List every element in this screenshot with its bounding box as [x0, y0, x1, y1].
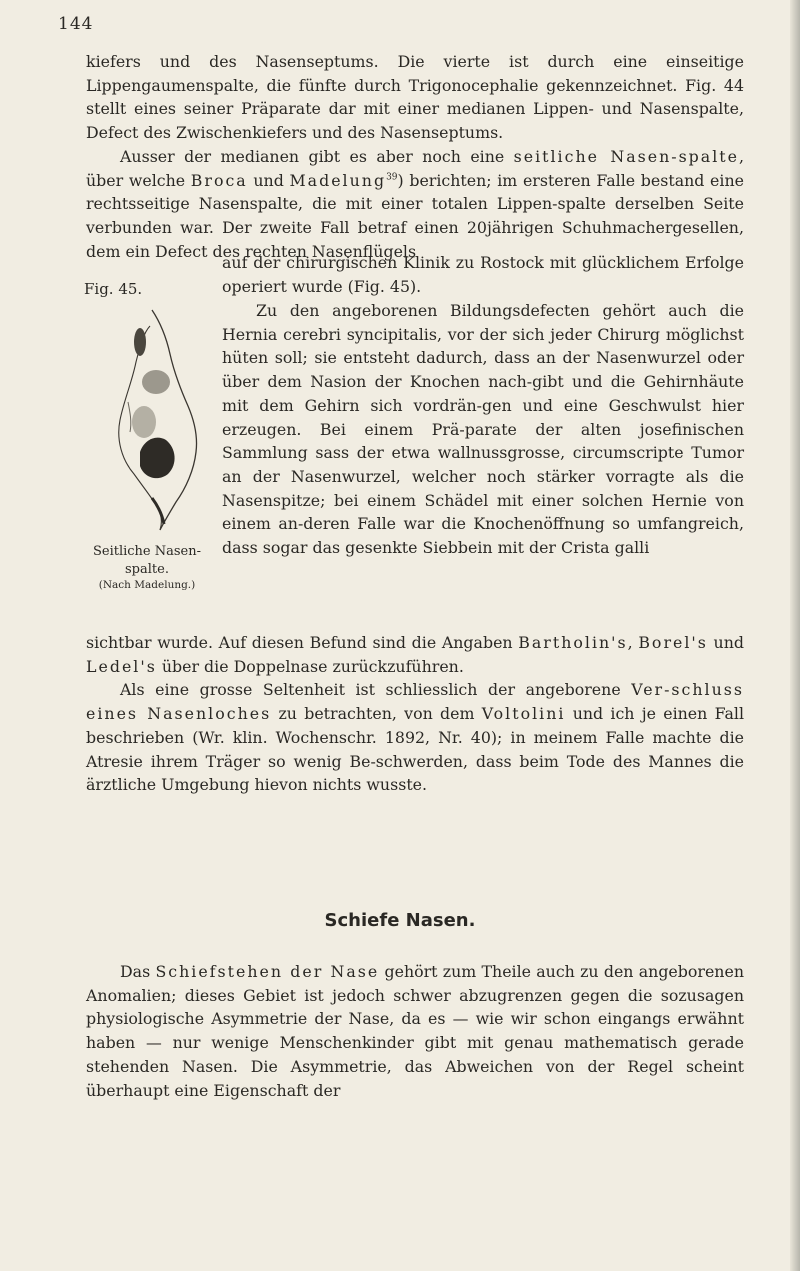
wrap-text-line1: auf der chirurgischen Klinik zu Rostock mit glücklichem Erfolge operiert wurde (Fig. 45).: [222, 253, 744, 296]
paragraph-3: Zu den angeborenen Bildungsdefecten gehört auch die Hernia cerebri syncipitalis, vor der sich jeder Chirurg möglichst hüten soll; sie entsteht dadurch, dass an der Nasenwurzel oder über dem Nasion der Knochen nach-gibt und die Gehirnhäute mit dem Gehirn sich vordrän-gen und eine Geschwulst hier erzeugen. Bei einem Prä-parate der alten josefinischen Sammlung sass der etwa wallnussgrosse, circumscripte Tumor an der Nasenwurzel, welcher noch stärker vorragte als die Nasenspitze; bei einem Schädel mit einer solchen Hernie von einem an-deren Falle war die Knochenöffnung so umfangreich, dass sogar das gesenkte Siebbein mit der Crista galli: [222, 301, 744, 558]
paragraph-1: kiefers und des Nasenseptums. Die vierte ist durch eine einseitige Lippengaumenspalte, die fünfte durch Trigonocephalie gekennzeichnet. Fig. 44 stellt eines seiner Präparate dar mit einer medianen Lippen- und Nasenspalte, Defect des Zwischenkiefers und des Nasenseptums.: [86, 52, 744, 143]
paragraph-top: [86, 50, 744, 263]
paragraph-2: Ausser der medianen gibt es aber noch eine seitliche Nasen-spalte, über welche Broca und Madelung$^{39}$) berichten; im ersteren Falle bestand eine rechtsseitige Nasenspalte, die mit einer totalen Lippen-spalte derselben Seite verbunden war. Der zweite Fall betraf einen 20jährigen Schuhmachergesellen, dem ein Defect des rechten Nasenflügels: [86, 146, 744, 261]
figure-label: Fig. 45.: [84, 280, 143, 298]
section-title: Schiefe Nasen.: [324, 910, 476, 931]
paragraph-4: Als eine grosse Seltenheit ist schliesslich der angeborene Ver-schluss eines Nasenloches zu betrachten, von dem Voltolini und ich je einen Fall beschrieben (Wr. klin. Wochenschr. 1892, Nr. 40); in meinem Falle machte die Atresie ihrem Träger so wenig Be-schwerden, dass beim Tode des Mannes die ärztliche Umgebung hievon nichts wusste.: [86, 680, 744, 795]
paragraph-after-wrap: sichtbar wurde. Auf diesen Befund sind die Angaben Bartholin's, Borel's und Ledel's über die Doppelnase zurückzuführen. Als eine grosse Seltenheit ist schliesslich der angeborene Ver-schluss eines Nasenloches zu betrachten, von dem Voltolini und ich je einen Fall beschrieben (Wr. klin. Wochenschr. 1892, Nr. 40); in meinem Falle machte die Atresie ihrem Träger so wenig Be-schwerden, dass beim Tode des Mannes die ärztliche Umgebung hievon nichts wusste.: [86, 631, 744, 797]
figure-caption: Seitliche Nasen-spalte. (Nach Madelung.): [92, 544, 202, 591]
page-number: 144: [58, 14, 94, 34]
page-edge-shadow: [790, 0, 800, 1271]
paragraph-5: Das Schiefstehen der Nase gehört zum Theile auch zu den angeborenen Anomalien; dieses Gebiet ist jedoch schwer abzugrenzen gegen die sozusagen physiologische Asymmetrie der Nase, da es — wie wir schon eingangs erwähnt haben — nur wenige Menschenkinder gibt mit genau mathematisch gerade stehenden Nasen. Die Asymmetrie, das Abweichen von der Regel scheint überhaupt eine Eigenschaft der: [86, 962, 744, 1100]
figure-illustration: [100, 302, 220, 534]
